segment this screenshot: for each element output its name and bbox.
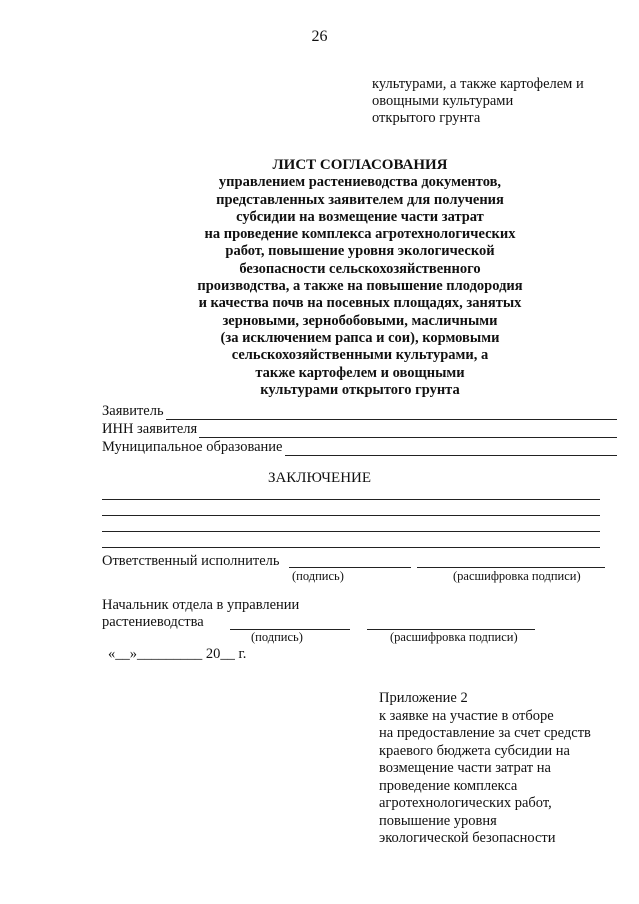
conclusion-line[interactable]: [102, 499, 600, 500]
conclusion-heading: ЗАКЛЮЧЕНИЕ: [267, 470, 372, 486]
municipality-field[interactable]: [102, 438, 617, 456]
title-line: культурами открытого грунта: [260, 381, 460, 398]
conclusion-line[interactable]: [102, 515, 600, 516]
header-continuation: [372, 76, 584, 127]
inn-field[interactable]: [102, 420, 617, 438]
appendix-line: краевого бюджета субсидии на: [379, 742, 570, 759]
municipality-input-line[interactable]: [285, 441, 618, 456]
chief-label: [102, 597, 299, 631]
title-line: на проведение комплекса агротехнологических: [204, 226, 516, 243]
responsible-decoding-caption: (расшифровка подписи): [453, 569, 581, 583]
title-line: производства, а также на повышение плодородия: [197, 278, 523, 295]
conclusion-line[interactable]: [102, 531, 600, 532]
title-line: безопасности сельскохозяйственного: [239, 260, 481, 277]
responsible-decoding-line[interactable]: [417, 567, 605, 568]
inn-label: ИНН заявителя: [102, 421, 198, 437]
document-title: [120, 157, 600, 399]
title-line: (за исключением рапса и сои), кормовыми: [220, 329, 500, 346]
title-line: также картофелем и овощными: [255, 364, 465, 381]
chief-decoding-caption: (расшифровка подписи): [390, 630, 518, 644]
appendix-line: к заявке на участие в отборе: [379, 707, 554, 724]
title-line: сельскохозяйственными культурами, а: [231, 347, 489, 364]
chief-signature-caption: (подпись): [251, 630, 303, 644]
responsible-signature-caption: (подпись): [292, 569, 344, 583]
title-line: и качества почв на посевных площадях, занятых: [198, 295, 522, 312]
header-line: овощными культурами: [372, 93, 514, 109]
appendix-line: возмещение части затрат на: [379, 760, 551, 776]
header-line: культурами, а также картофелем и: [372, 76, 584, 92]
municipality-label: Муниципальное образование: [102, 439, 283, 455]
header-line: открытого грунта: [372, 110, 481, 126]
date-line[interactable]: «__»_________ 20__ г.: [108, 646, 247, 662]
title-line: зерновыми, зернобобовыми, масличными: [222, 312, 498, 329]
conclusion-line[interactable]: [102, 547, 600, 548]
responsible-label: Ответственный исполнитель: [102, 553, 280, 569]
title-line: управлением растениеводства документов,: [218, 174, 502, 191]
appendix-line: повышение уровня: [379, 812, 497, 829]
appendix-line: агротехнологических работ,: [379, 795, 552, 811]
appendix-line: проведение комплекса: [379, 777, 518, 794]
appendix-heading: [379, 690, 591, 848]
title-line: субсидии на возмещение части затрат: [236, 208, 484, 225]
appendix-line: экологической безопасности: [379, 830, 556, 846]
title-main: ЛИСТ СОГЛАСОВАНИЯ: [272, 157, 448, 173]
appendix-line: на предоставление за счет средств: [379, 725, 591, 741]
title-line: представленных заявителем для получения: [216, 191, 504, 208]
appendix-line: Приложение 2: [379, 690, 468, 706]
chief-label-line: растениеводства: [102, 614, 204, 630]
page-number: 26: [311, 28, 328, 45]
applicant-input-line[interactable]: [166, 405, 617, 420]
applicant-label: Заявитель: [102, 403, 164, 419]
inn-input-line[interactable]: [199, 423, 617, 438]
applicant-field[interactable]: [102, 402, 617, 420]
responsible-signature-line[interactable]: [289, 567, 411, 568]
title-line: работ, повышение уровня экологической: [225, 243, 495, 260]
chief-label-line: Начальник отдела в управлении: [102, 597, 300, 613]
